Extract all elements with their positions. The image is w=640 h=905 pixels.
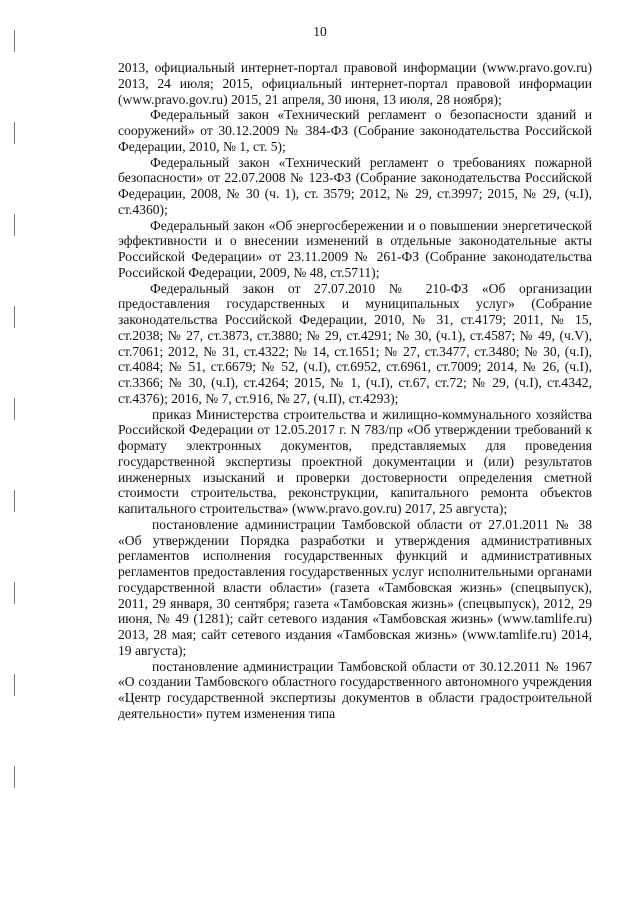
binding-margin-marks [14, 30, 16, 870]
paragraph-continuation: 2013, официальный интернет-портал правовой информации (www.pravo.gov.ru) 2013, 24 июля; 2015, официальный интернет-портал правовой информации (www.pravo.gov.ru) 2015, 21 апреля, 30 июня, 13 июля, 28 ноября); [118, 60, 592, 107]
paragraph-resolution-1967: постановление администрации Тамбовской области от 30.12.2011 № 1967 «О создании Тамбовского областного государственного автономного учреждения «Центр государственной экспертизы документов в области градостроительной деятельности» путем изменения типа [118, 658, 592, 721]
paragraph-order-783pr: приказ Министерства строительства и жилищно-коммунального хозяйства Российской Федерации от 12.05.2017 г. N 783/пр «Об утверждении требований к формату электронных документов, представляемых для проведения государственной экспертизы проектной документации и (или) результатов инженерных изысканий и проверки достоверности определения сметной стоимости строительства, реконструкции, капитального ремонта объектов капитального строительства» (www.pravo.gov.ru) 2017, 25 августа); [118, 406, 592, 516]
paragraph-law-384fz: Федеральный закон «Технический регламент о безопасности зданий и сооружений» от 30.12.2009 № 384-ФЗ (Собрание законодательства Российской Федерации, 2010, № 1, ст. 5); [118, 107, 592, 154]
paragraph-resolution-38: постановление администрации Тамбовской области от 27.01.2011 № 38 «Об утверждении Порядка разработки и утверждения административных регламентов исполнения государственных функций и административных регламентов предоставления государственных услуг исполнительными органами государственной власти области» (газета «Тамбовская жизнь» (спецвыпуск), 2011, 29 января, 30 сентября; газета «Тамбовская жизнь» (спецвыпуск), 2012, 29 июня, № 49 (1281); сайт сетевого издания «Тамбовская жизнь» (www.tamlife.ru) 2013, 28 мая; сайт сетевого издания «Тамбовская жизнь» (www.tamlife.ru) 2014, 19 августа); [118, 516, 592, 658]
paragraph-law-210fz: Федеральный закон от 27.07.2010 № 210-ФЗ «Об организации предоставления государственных и муниципальных услуг» (Собрание законодательства Российской Федерации, 2010, № 31, ст.4179; 2011, № 15, ст.2038; № 27, ст.3873, ст.3880; № 29, ст.4291; № 30, (ч.1), ст.4587; № 49, (ч.V), ст.7061; 2012, № 31, ст.4322; № 14, ст.1651; № 27, ст.3477, ст.3480; № 30, (ч.I), ст.4084; № 51, ст.6679; № 52, (ч.I), ст.6952, ст.6961, ст.7009; 2014, № 26, (ч.I), ст.3366; № 30, (ч.I), ст.4264; 2015, № 1, (ч.I), ст.67, ст.72; № 29, (ч.I), ст.4342, ст.4376); 2016, № 7, ст.916, № 27, (ч.II), ст.4293); [118, 280, 592, 406]
document-body [118, 60, 592, 722]
page-number: 10 [313, 24, 327, 39]
paragraph-law-123fz: Федеральный закон «Технический регламент о требованиях пожарной безопасности» от 22.07.2008 № 123-ФЗ (Собрание законодательства Российской Федерации, 2008, № 30 (ч. 1), ст. 3579; 2012, № 29, ст.3997; 2015, № 29, (ч.I), ст.4360); [118, 154, 592, 217]
paragraph-law-261fz: Федеральный закон «Об энергосбережении и о повышении энергетической эффективности и о внесении изменений в отдельные законодательные акты Российской Федерации» от 23.11.2009 № 261-ФЗ (Собрание законодательства Российской Федерации, 2009, № 48, ст.5711); [118, 217, 592, 280]
